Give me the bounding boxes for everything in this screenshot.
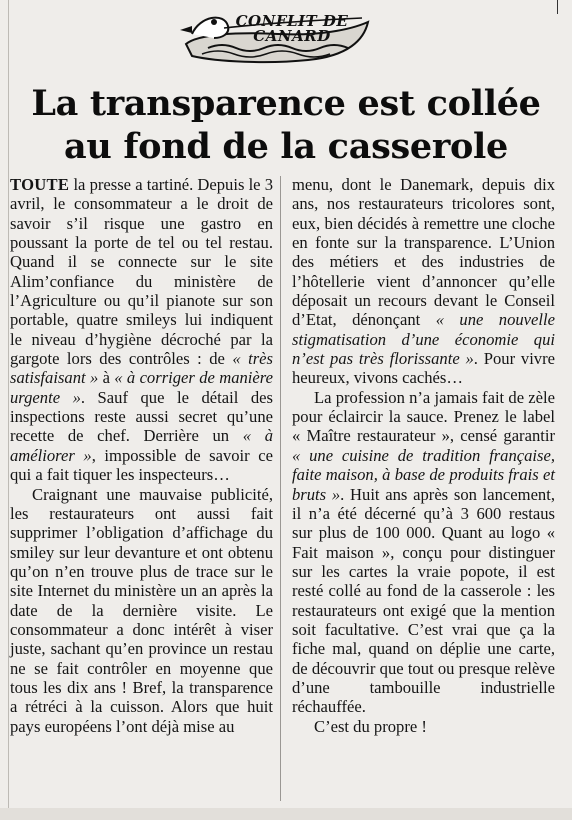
closing-line: C’est du propre ! bbox=[314, 716, 427, 736]
article-column-left bbox=[10, 175, 273, 736]
rubric-logo bbox=[178, 4, 374, 70]
text-run: à bbox=[98, 368, 115, 388]
quote: « à corriger de manière urgente » bbox=[10, 368, 273, 407]
text-run: . Sauf que le détail des inspections reste aussi secret qu’une recette de chef. Derrière un bbox=[10, 387, 273, 446]
frame-line bbox=[557, 0, 558, 14]
rubric-line-1: CONFLIT DE bbox=[235, 12, 349, 30]
quote: « une nouvelle stigmatisation d’une économie qui n’est pas très florissante » bbox=[292, 310, 556, 369]
paragraph: Craignant une mauvaise publicité, les restaurateurs ont aussi fait supprimer l’obligation d’affichage du smiley sur leur devanture et ont obtenu qu’on n’en trouve plus de trace sur le site Internet du ministère un an après la date de la dernière visite. Le consommateur a donc intérêt à viser juste, sachant qu’en province un restau ne se fait contrôler en moyenne que tous les dix ans ! Bref, la transparence a rétréci à la cuisson. Alors que huit pays européens l’ont déjà mise au bbox=[10, 484, 273, 736]
paragraph bbox=[10, 175, 273, 485]
quote: « très satisfaisant » bbox=[10, 349, 273, 388]
text-run: , impossible de savoir ce qui a fait tiquer les inspecteurs… bbox=[10, 445, 273, 485]
rubric-title bbox=[212, 14, 372, 44]
paragraph bbox=[292, 175, 555, 388]
text-run: . Huit ans après son lancement, il n’a été décerné qu’à 3 600 restaus sur plus de 100 000. Quant au logo « Fait maison », conçu pour distinguer sur les cartes la vraie popote, il est resté collé au fond de la casserole : les restaurateurs ont exigé que la mention soit facultative. C’est vrai que ça la fiche mal, quand on déplie une carte, de découvrir que tout ou presque relève d’une tambouille industrielle réchauffée. bbox=[292, 484, 555, 717]
page-bottom-edge bbox=[0, 808, 572, 820]
column-divider bbox=[280, 176, 281, 801]
lead-word: TOUTE bbox=[10, 175, 70, 194]
text-run: La profession n’a jamais fait de zèle pour éclaircir la sauce. Prenez le label « Maître restaurateur », censé garantir bbox=[292, 387, 555, 446]
text-run: la presse a tartiné. Depuis le 3 avril, le consommateur a le droit de savoir s’il risque une gastro en poussant la porte de tel ou tel restau. Quand il se connecte sur le site Alim’confiance du ministère de l’Agriculture ou qu’il pianote sur son portable, quatre smileys lui indiquent le niveau d’hygiène décroché par la gargote lors des contrôles : de bbox=[10, 175, 273, 369]
text-run: menu, dont le Danemark, depuis dix ans, nos restaurateurs tricolores sont, eux, bien décidés à remettre une cloche en fonte sur la transparence. L’Union des métiers et des industries de l’hôtellerie vient d’annoncer qu’elle déposait un recours devant le Conseil d’Etat, dénonçant bbox=[292, 175, 555, 330]
article-column-right bbox=[292, 175, 555, 736]
paragraph bbox=[292, 388, 555, 717]
quote: « à améliorer » bbox=[10, 426, 273, 465]
article-headline: La transparence est collée au fond de la casserole bbox=[31, 83, 541, 167]
page-edge bbox=[0, 0, 9, 820]
rubric-line-2: CANARD bbox=[253, 27, 331, 45]
quote: « une cuisine de tradition française, faite maison, à base de produits frais et bruts » bbox=[292, 445, 555, 504]
text-run: . Pour vivre heureux, vivons cachés… bbox=[292, 349, 555, 388]
